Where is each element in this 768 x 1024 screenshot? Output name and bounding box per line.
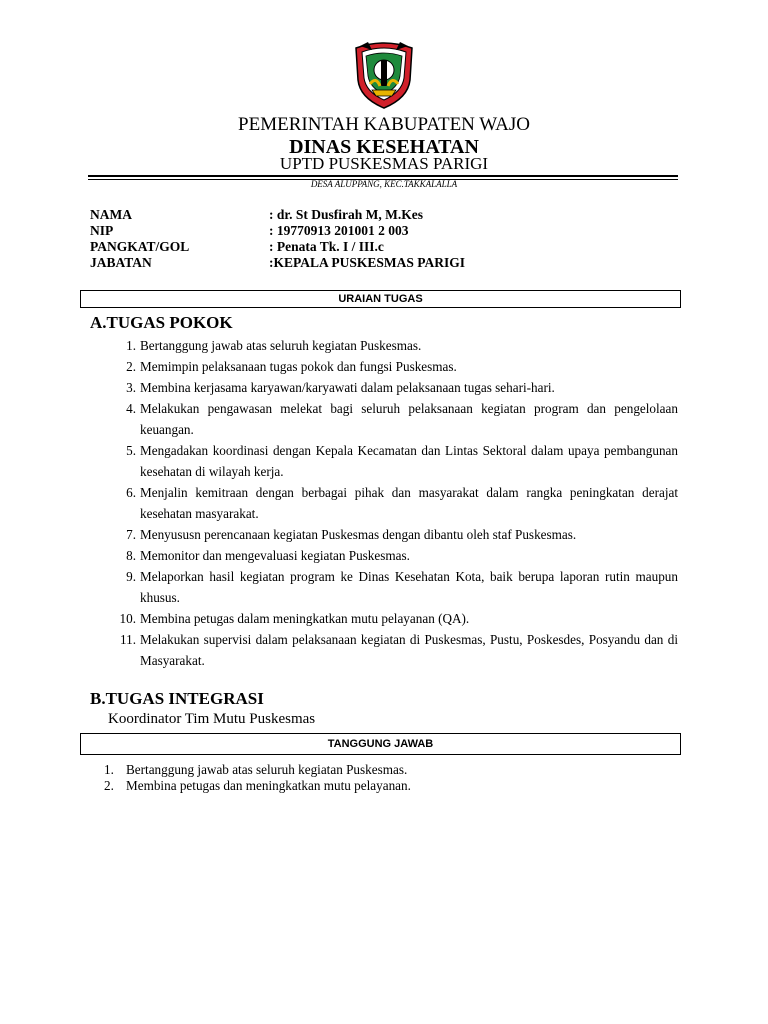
item-text: Bertanggung jawab atas seluruh kegiatan Puskesmas.	[140, 338, 422, 353]
list-item	[104, 566, 678, 608]
header-divider	[88, 175, 678, 177]
info-value: :KEPALA PUSKESMAS PARIGI	[269, 255, 466, 270]
item-number: 7.	[126, 527, 136, 542]
list-item	[104, 356, 678, 377]
info-label: JABATAN	[90, 255, 152, 270]
item-text: Membina petugas dalam meningkatkan mutu pelayanan (QA).	[140, 611, 470, 626]
item-number: 10.	[119, 611, 136, 626]
list-item	[104, 545, 678, 566]
item-text: Melakukan pengawasan melekat bagi seluruh pelaksanaan kegiatan program dan pengelolaan keuangan.	[140, 401, 678, 437]
item-text: Menyususn perencanaan kegiatan Puskesmas dengan dibantu oleh staf Puskesmas.	[140, 527, 577, 542]
item-text: Memimpin pelaksanaan tugas pokok dan fungsi Puskesmas.	[140, 359, 457, 374]
wajo-regency-emblem-icon	[352, 40, 416, 110]
header-government: PEMERINTAH KABUPATEN WAJO	[238, 114, 530, 135]
list-item	[104, 377, 678, 398]
header-address: DESA ALUPPANG, KEC.TAKKALALLA	[310, 179, 458, 189]
info-value: : 19770913 201001 2 003	[269, 223, 409, 238]
info-row-jabatan	[90, 255, 680, 271]
list-item	[104, 762, 678, 778]
info-label: PANGKAT/GOL	[90, 239, 190, 254]
item-text: Menjalin kemitraan dengan berbagai pihak dan masyarakat dalam rangka peningkatan derajat kesehatan masyarakat.	[140, 485, 678, 521]
tanggung-jawab-heading: TANGGUNG JAWAB	[80, 733, 681, 755]
item-text: Membina petugas dan meningkatkan mutu pelayanan.	[126, 778, 411, 793]
item-number: 5.	[126, 443, 136, 458]
item-text: Mengadakan koordinasi dengan Kepala Kecamatan dan Lintas Sektoral dalam upaya pembangunan kesehatan di wilayah kerja.	[140, 443, 678, 479]
section-b-title: B.TUGAS INTEGRASI	[90, 689, 264, 708]
info-label: NAMA	[90, 207, 132, 222]
section-b-subtitle: Koordinator Tim Mutu Puskesmas	[108, 711, 316, 727]
list-item	[104, 335, 678, 356]
item-number: 11.	[120, 632, 136, 647]
item-text: Memonitor dan mengevaluasi kegiatan Puskesmas.	[140, 548, 410, 563]
list-item	[104, 778, 678, 794]
info-value: : dr. St Dusfirah M, M.Kes	[269, 207, 423, 222]
info-row-nama	[90, 207, 680, 223]
item-number: 8.	[126, 548, 136, 563]
tanggung-jawab-list	[104, 762, 678, 794]
item-number: 2.	[126, 359, 136, 374]
item-number: 2.	[104, 778, 114, 793]
item-number: 9.	[126, 569, 136, 584]
list-item	[104, 608, 678, 629]
item-number: 1.	[104, 762, 114, 777]
employee-info	[90, 207, 680, 271]
list-item	[104, 629, 678, 671]
header-unit: UPTD PUSKESMAS PARIGI	[279, 154, 489, 173]
list-item	[104, 482, 678, 524]
item-number: 4.	[126, 401, 136, 416]
header-department: DINAS KESEHATAN	[289, 136, 479, 158]
section-a-title: A.TUGAS POKOK	[90, 313, 233, 332]
info-row-pangkat	[90, 239, 680, 255]
list-item	[104, 440, 678, 482]
item-number: 1.	[126, 338, 136, 353]
item-number: 3.	[126, 380, 136, 395]
list-item	[104, 398, 678, 440]
list-item	[104, 524, 678, 545]
item-text: Melaporkan hasil kegiatan program ke Dinas Kesehatan Kota, baik berupa laporan rutin maupun khusus.	[140, 569, 678, 605]
info-row-nip	[90, 223, 680, 239]
item-number: 6.	[126, 485, 136, 500]
item-text: Melakukan supervisi dalam pelaksanaan kegiatan di Puskesmas, Pustu, Poskesdes, Posyandu dan di Masyarakat.	[140, 632, 678, 668]
item-text: Bertanggung jawab atas seluruh kegiatan Puskesmas.	[126, 762, 408, 777]
tugas-pokok-list	[104, 335, 678, 671]
info-label: NIP	[90, 223, 114, 238]
item-text: Membina kerjasama karyawan/karyawati dalam pelaksanaan tugas sehari-hari.	[140, 380, 555, 395]
info-value: : Penata Tk. I / III.c	[269, 239, 384, 254]
uraian-tugas-heading: URAIAN TUGAS	[80, 290, 681, 308]
